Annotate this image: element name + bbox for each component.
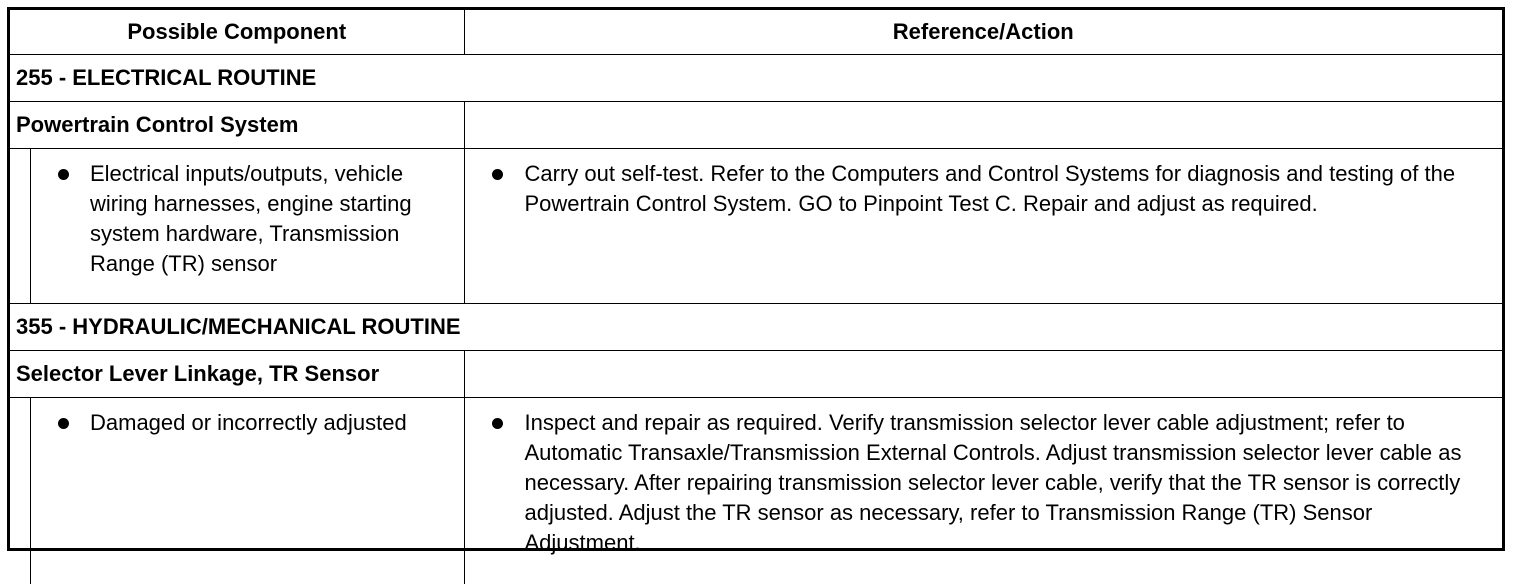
bullet-icon (58, 169, 69, 180)
bullet-icon (492, 169, 503, 180)
routine-title: 355 - HYDRAULIC/MECHANICAL ROUTINE (10, 304, 1502, 351)
system-label: Powertrain Control System (10, 102, 464, 149)
routine-title: 255 - ELECTRICAL ROUTINE (10, 55, 1502, 102)
indent-divider (30, 149, 31, 303)
component-cell (10, 149, 464, 304)
component-text: Electrical inputs/outputs, vehicle wiring harnesses, engine starting system hardware, Transmission Range (TR) sensor (90, 161, 412, 276)
table-row (10, 398, 1502, 584)
routine-table (10, 10, 1502, 584)
diagnosis-table (7, 7, 1505, 551)
system-action-empty (464, 102, 1502, 149)
action-text: Inspect and repair as required. Verify transmission selector lever cable adjustment; refer to Automatic Transaxle/Transmission External Controls. Adjust transmission selector lever cable as necessary. After repairing transmission selector lever cable, verify that the TR sensor is correctly adjusted. Adjust the TR sensor as necessary, refer to Transmission Range (TR) Sensor Adjustment. (525, 410, 1462, 555)
header-possible-component: Possible Component (10, 10, 464, 55)
system-row (10, 102, 1502, 149)
bullet-icon (492, 418, 503, 429)
action-cell (464, 398, 1502, 584)
bullet-icon (58, 418, 69, 429)
indent-divider (30, 398, 31, 584)
table-row (10, 149, 1502, 304)
component-text: Damaged or incorrectly adjusted (90, 410, 407, 435)
system-action-empty (464, 351, 1502, 398)
routine-title-row (10, 55, 1502, 102)
component-cell (10, 398, 464, 584)
action-cell (464, 149, 1502, 304)
system-label: Selector Lever Linkage, TR Sensor (10, 351, 464, 398)
header-reference-action: Reference/Action (464, 10, 1502, 55)
header-row (10, 10, 1502, 55)
routine-title-row (10, 304, 1502, 351)
system-row (10, 351, 1502, 398)
action-text: Carry out self-test. Refer to the Computers and Control Systems for diagnosis and testing of the Powertrain Control System. GO to Pinpoint Test C. Repair and adjust as required. (525, 161, 1456, 216)
